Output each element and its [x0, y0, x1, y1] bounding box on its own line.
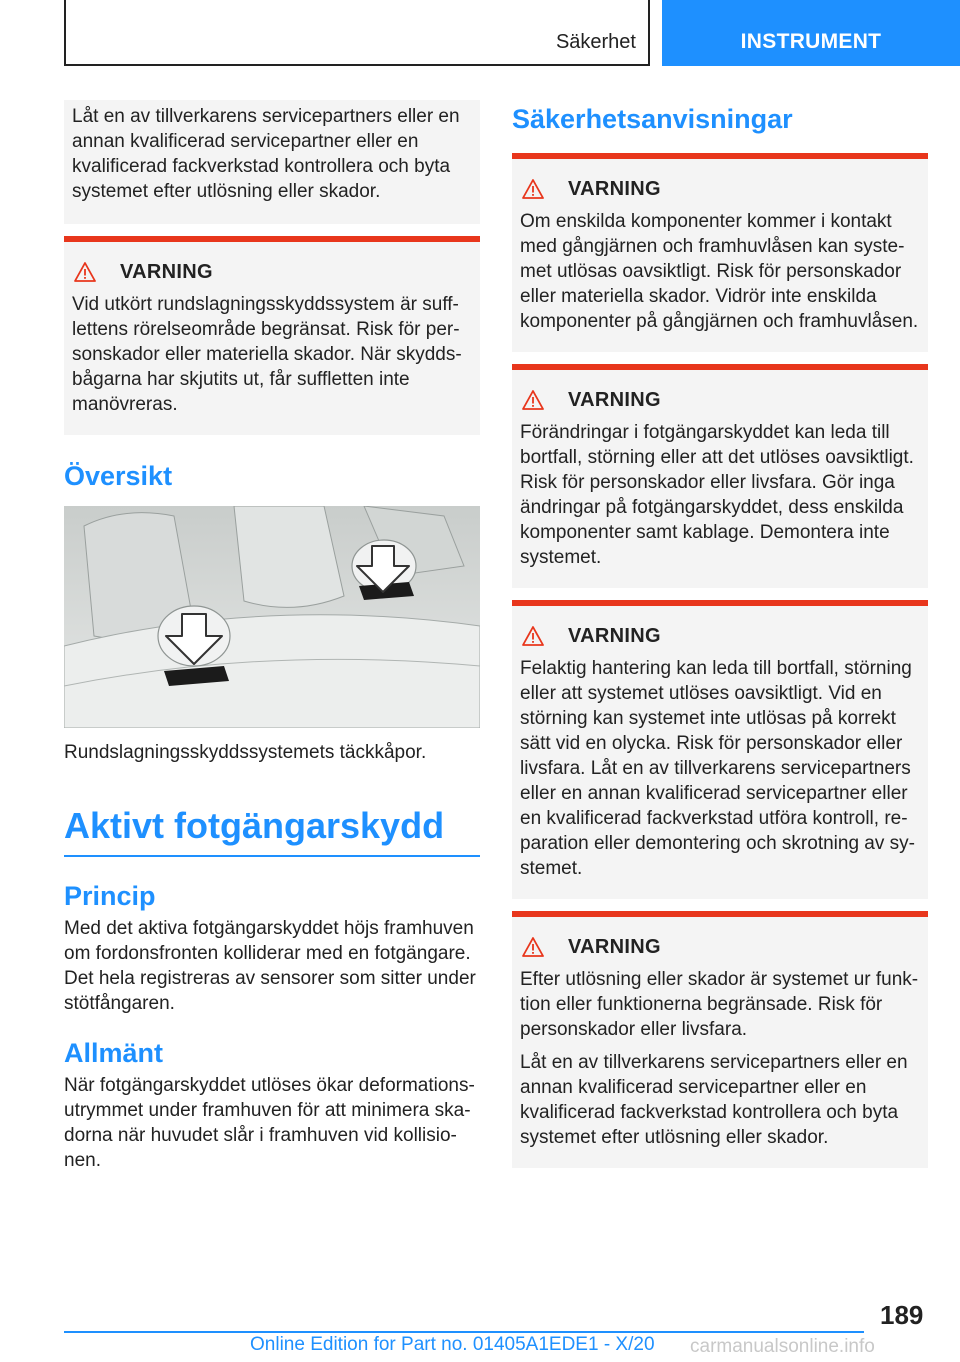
section-heading-princip: Princip [64, 881, 156, 911]
warning-box [512, 364, 928, 588]
warning-title: VARNING [568, 388, 661, 411]
warning-text: Vid utkört rundslagningsskyddssystem är sufflettens rörelseområde begränsat. Risk för personskador eller materiella skador. När skyddsbågarna har skjutits ut, får suffletten inte manövreras. [72, 294, 462, 415]
chapter-tab[interactable] [662, 0, 960, 66]
section-heading-safety: Säkerhetsanvisningar [512, 104, 793, 134]
warning-box [64, 236, 480, 435]
warning-triangle-icon [522, 937, 544, 957]
warning-text: Om enskilda komponenter kommer i kontakt med gångjärnen och framhuvlåsen kan systemet utlösas oavsiktligt. Risk för personskador eller materiella skador. Vidrör inte enskilda komponenter på gångjärnen och framhuvlåsen. [520, 211, 919, 332]
warning-title: VARNING [120, 260, 213, 283]
warning-triangle-icon [522, 390, 544, 410]
header-section-frame [64, 0, 650, 66]
car-interior-illustration [64, 506, 480, 728]
warning-text: Felaktig hantering kan leda till bortfall, störning eller att systemet utlöses oavsiktligt. Vid en störning kan systemet inte utlösas på korrekt sätt vid en olycka. Risk för personskador eller livsfara. Låt en av tillverkarens servicepartners eller en annan kvalificerad servicepartner eller en kvalificerad fackverkstad utföra kontroll, reparation eller demontering och skrotning av systemet. [520, 658, 915, 879]
footer-rule [64, 1331, 864, 1333]
warning-box [512, 600, 928, 899]
warning-box [512, 153, 928, 352]
warning-title: VARNING [568, 935, 661, 958]
warning-triangle-icon [74, 262, 96, 282]
left-column [64, 100, 480, 1173]
warning-title: VARNING [568, 177, 661, 200]
chapter-heading: Aktivt fotgängarskydd [64, 805, 480, 857]
intro-note-box [64, 100, 480, 224]
allmant-text: När fotgängarskyddet utlöses ökar deformationsutrymmet under framhuven för att minimera skadorna när huvudet slår i framhuven vid kollisionen. [64, 1075, 475, 1171]
warning-text: Efter utlösning eller skador är systemet ur funktion eller funktionerna begränsade. Risk för personskador eller livsfara. [520, 969, 919, 1040]
figure-caption: Rundslagningsskyddssystemets täckkåpor. [64, 742, 427, 763]
warning-box [512, 911, 928, 1168]
princip-text: Med det aktiva fotgängarskyddet höjs framhuven om fordonsfronten kolliderar med en fotgängare. Det hela registreras av sensorer som sitter under stötfångaren. [64, 918, 476, 1014]
footer-edition: Online Edition for Part no. 01405A1EDE1 - X/20 [250, 1334, 655, 1355]
warning-text: Förändringar i fotgängarskyddet kan leda till bortfall, störning eller att det utlöses oavsiktligt. Risk för personskador eller livsfara. Gör inga ändringar på fotgängarskyddet, dess enskilda komponenter samt kablage. Demontera inte systemet. [520, 422, 914, 568]
footer-watermark: carmanualsonline.info [690, 1336, 875, 1357]
warning-text-extra: Låt en av tillverkarens servicepartners eller en annan kvalificerad servicepartner eller en kvalificerad fackverkstad kontrollera och byta systemet efter utlösning eller skador. [520, 1052, 908, 1148]
section-heading-oversikt: Översikt [64, 461, 173, 491]
right-column [512, 100, 928, 1168]
section-heading-allmant: Allmänt [64, 1038, 164, 1068]
warning-triangle-icon [522, 626, 544, 646]
chapter-tab-label: INSTRUMENT [740, 30, 882, 53]
rollover-protection-figure [64, 506, 480, 728]
intro-note-text: Låt en av tillverkarens servicepartners eller en annan kvalificerad servicepartner eller en kvalificerad fackverkstad kontrollera och byta systemet efter utlösning eller skador. [72, 106, 460, 202]
warning-title: VARNING [568, 624, 661, 647]
warning-triangle-icon [522, 179, 544, 199]
section-title: Säkerhet [555, 31, 636, 53]
page-number: 189 [880, 1300, 924, 1330]
